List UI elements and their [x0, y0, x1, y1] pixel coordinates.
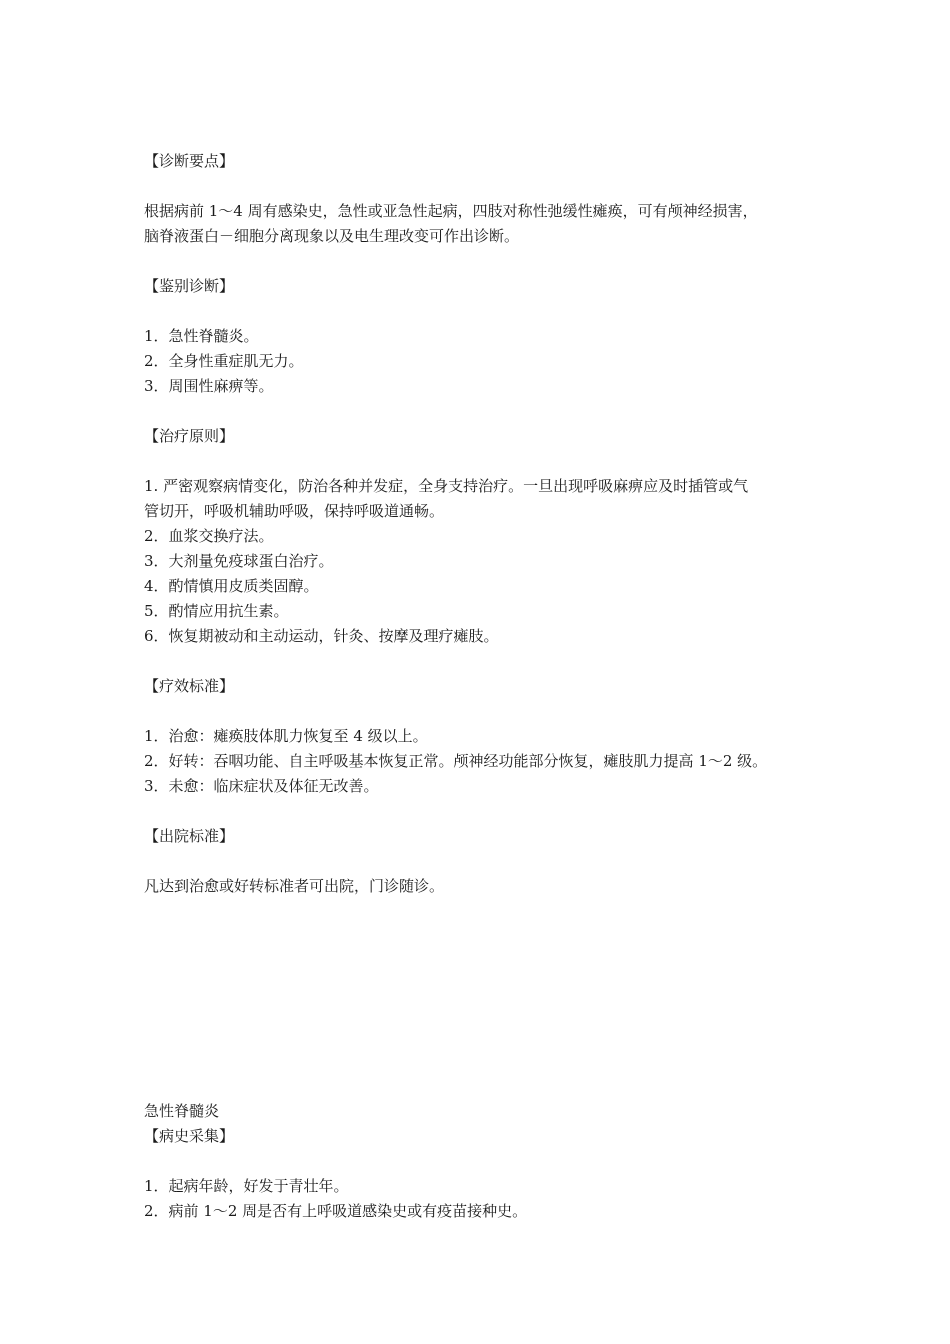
discharge-heading: 【出院标准】 [144, 827, 235, 845]
efficacy-item-1: 1．治愈：瘫痪肢体肌力恢复至 4 级以上。 [144, 727, 428, 745]
treatment-line-2: 管切开，呼吸机辅助呼吸，保持呼吸道通畅。 [144, 502, 445, 520]
myelitis-heading: 【病史采集】 [144, 1127, 235, 1145]
myelitis-item-2: 2．病前 1～2 周是否有上呼吸道感染史或有疫苗接种史。 [144, 1202, 528, 1220]
treatment-line-6: 5．酌情应用抗生素。 [144, 602, 289, 620]
efficacy-item-2: 2．好转：吞咽功能、自主呼吸基本恢复正常。颅神经功能部分恢复，瘫肢肌力提高 1～2 级。 [144, 752, 768, 770]
treatment-line-3: 2．血浆交换疗法。 [144, 527, 274, 545]
differential-item-2: 2．全身性重症肌无力。 [144, 352, 304, 370]
diagnosis-heading: 【诊断要点】 [144, 152, 235, 170]
myelitis-title: 急性脊髓炎 [144, 1102, 220, 1120]
differential-item-1: 1．急性脊髓炎。 [144, 327, 259, 345]
treatment-line-4: 3．大剂量免疫球蛋白治疗。 [144, 552, 334, 570]
differential-item-3: 3．周围性麻痹等。 [144, 377, 274, 395]
treatment-line-1: 1. 严密观察病情变化，防治各种并发症，全身支持治疗。一旦出现呼吸麻痹应及时插管或气 [144, 477, 749, 495]
treatment-heading: 【治疗原则】 [144, 427, 235, 445]
diagnosis-line-1: 根据病前 1～4 周有感染史，急性或亚急性起病，四肢对称性弛缓性瘫痪，可有颅神经损害， [144, 202, 758, 220]
treatment-line-7: 6．恢复期被动和主动运动，针灸、按摩及理疗瘫肢。 [144, 627, 499, 645]
discharge-text: 凡达到治愈或好转标准者可出院，门诊随诊。 [144, 877, 445, 895]
treatment-line-5: 4．酌情慎用皮质类固醇。 [144, 577, 319, 595]
efficacy-heading: 【疗效标准】 [144, 677, 235, 695]
diagnosis-line-2: 脑脊液蛋白－细胞分离现象以及电生理改变可作出诊断。 [144, 227, 520, 245]
differential-heading: 【鉴别诊断】 [144, 277, 235, 295]
efficacy-item-3: 3．未愈：临床症状及体征无改善。 [144, 777, 379, 795]
myelitis-item-1: 1．起病年龄，好发于青壮年。 [144, 1177, 349, 1195]
